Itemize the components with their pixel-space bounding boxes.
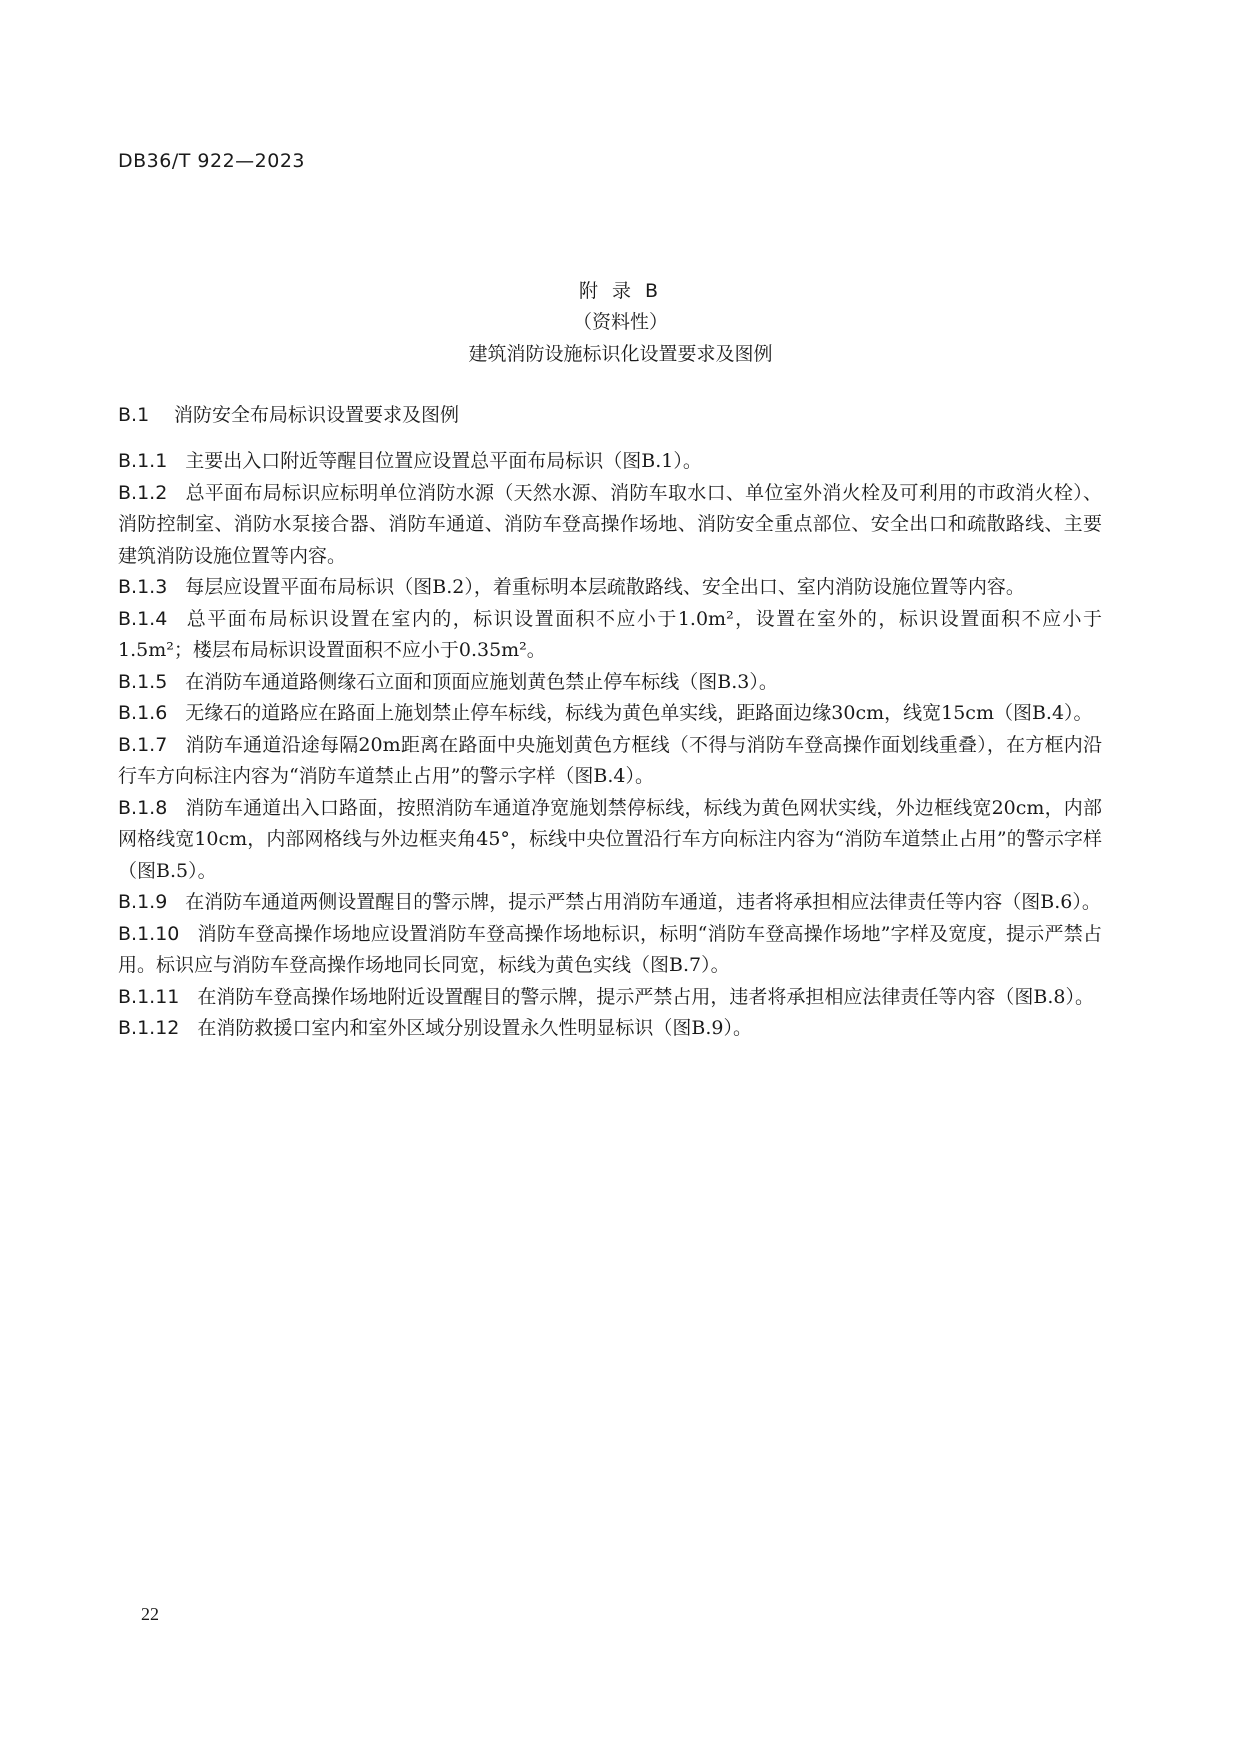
clause-text: 在消防车通道路侧缘石立面和顶面应施划黄色禁止停车标线（图B.3）。 xyxy=(185,670,778,693)
clause-text: 总平面布局标识应标明单位消防水源（天然水源、消防车取水口、单位室外消火栓及可利用的市政消火栓）、消防控制室、消防水泵接合器、消防车通道、消防车登高操作场地、消防安全重点部位、安全出口和疏散路线、主要建筑消防设施位置等内容。 xyxy=(118,481,1102,567)
clause-b-1-11 xyxy=(118,982,1102,1014)
clause-b-1-4 xyxy=(118,604,1102,667)
clause-number: B.1.6 xyxy=(118,702,168,724)
clause-number: B.1.4 xyxy=(118,607,168,630)
clause-number: B.1.12 xyxy=(118,1017,180,1039)
clause-number: B.1.5 xyxy=(118,670,168,693)
clause-number: B.1.10 xyxy=(118,922,180,945)
clause-text: 消防车登高操作场地应设置消防车登高操作场地标识，标明“消防车登高操作场地”字样及宽度，提示严禁占用。标识应与消防车登高操作场地同长同宽，标线为黄色实线（图B.7）。 xyxy=(118,922,1102,976)
clause-b-1-2 xyxy=(118,478,1102,573)
clause-b-1-9 xyxy=(118,887,1102,919)
section-heading xyxy=(118,400,459,427)
clause-number: B.1.8 xyxy=(118,796,168,819)
clause-b-1-1 xyxy=(118,446,1102,478)
clause-b-1-8 xyxy=(118,793,1102,888)
clause-text: 消防车通道出入口路面，按照消防车通道净宽施划禁停标线，标线为黄色网状实线，外边框线宽20cm，内部网格线宽10cm，内部网格线与外边框夹角45°，标线中央位置沿行车方向标注内容为“消防车道禁止占用”的警示字样（图B.5）。 xyxy=(118,796,1102,882)
clause-number: B.1.1 xyxy=(118,450,168,472)
clause-number: B.1.3 xyxy=(118,576,168,598)
document-code: DB36/T 922—2023 xyxy=(118,150,306,172)
clause-text: 在消防车登高操作场地附近设置醒目的警示牌，提示严禁占用，违者将承担相应法律责任等内容（图B.8）。 xyxy=(197,985,1094,1008)
clause-text: 主要出入口附近等醒目位置应设置总平面布局标识（图B.1）。 xyxy=(185,450,702,472)
clause-b-1-6 xyxy=(118,698,1102,730)
clause-text: 在消防车通道两侧设置醒目的警示牌，提示严禁占用消防车通道，违者将承担相应法律责任等内容（图B.6）。 xyxy=(185,891,1101,913)
appendix-nature: （资料性） xyxy=(572,311,668,333)
clause-number: B.1.2 xyxy=(118,481,168,504)
clause-number: B.1.9 xyxy=(118,891,168,913)
clause-b-1-7 xyxy=(118,730,1102,793)
clause-text: 无缘石的道路应在路面上施划禁止停车标线，标线为黄色单实线，距路面边缘30cm，线宽15cm（图B.4）。 xyxy=(185,702,1093,724)
appendix-label: 附 录 B xyxy=(578,280,663,302)
clause-b-1-10 xyxy=(118,919,1102,982)
section-number: B.1 xyxy=(118,404,150,426)
clause-text: 每层应设置平面布局标识（图B.2），着重标明本层疏散路线、安全出口、室内消防设施位置等内容。 xyxy=(185,576,1025,598)
clause-b-1-12 xyxy=(118,1013,1102,1045)
clause-b-1-3 xyxy=(118,572,1102,604)
clause-b-1-5 xyxy=(118,667,1102,699)
clause-text: 消防车通道沿途每隔20m距离在路面中央施划黄色方框线（不得与消防车登高操作面划线重叠），在方框内沿行车方向标注内容为“消防车道禁止占用”的警示字样（图B.4）。 xyxy=(118,733,1102,787)
section-title: 消防安全布局标识设置要求及图例 xyxy=(174,404,460,426)
appendix-title: 建筑消防设施标识化设置要求及图例 xyxy=(468,343,773,365)
clause-number: B.1.11 xyxy=(118,985,180,1008)
clause-text: 总平面布局标识设置在室内的，标识设置面积不应小于1.0m²，设置在室外的，标识设置面积不应小于1.5m²；楼层布局标识设置面积不应小于0.35m²。 xyxy=(118,607,1102,661)
clause-number: B.1.7 xyxy=(118,733,168,756)
page-number: 22 xyxy=(141,1604,159,1624)
clause-list xyxy=(118,446,1102,1045)
clause-text: 在消防救援口室内和室外区域分别设置永久性明显标识（图B.9）。 xyxy=(197,1017,752,1039)
